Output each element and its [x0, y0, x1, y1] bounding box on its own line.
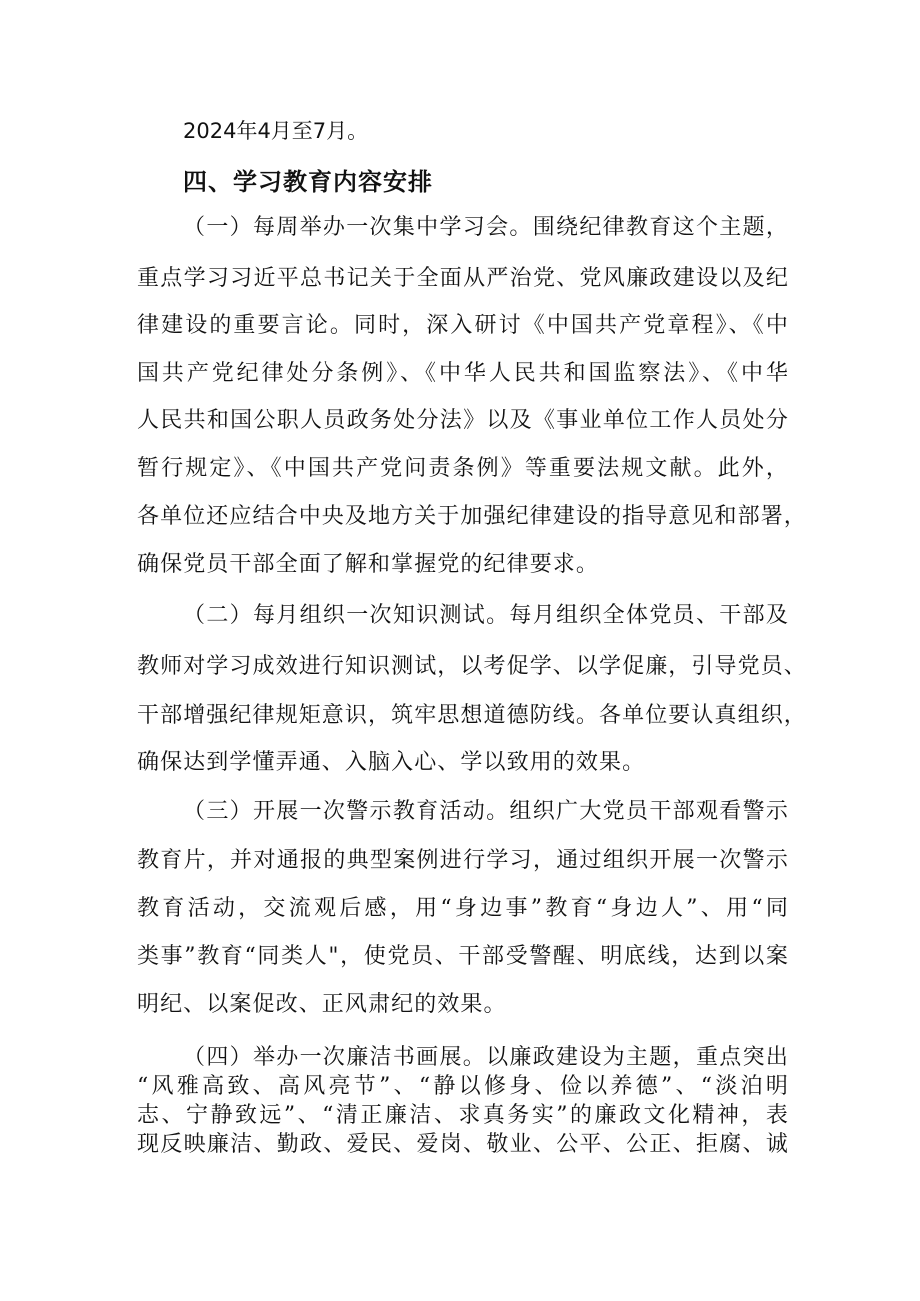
paragraph-1-line-5: 人民共和国公职人员政务处分法》以及《事业单位工作人员处分: [137, 408, 789, 433]
paragraph-2-line-2: 教师对学习成效进行知识测试，以考促学、以学促廉，引导党员、: [137, 654, 807, 679]
paragraph-1-line-3: 律建设的重要言论。同时，深入研讨《中国共产党章程》、《中: [137, 313, 789, 338]
paragraph-1-line-1: （一）每周举办一次集中学习会。围绕纪律教育这个主题，: [183, 215, 789, 240]
paragraph-3-line-1: （三）开展一次警示教育活动。组织广大党员干部观看警示: [183, 799, 789, 824]
paragraph-1-line-6: 暂行规定》、《中国共产党问责条例》等重要法规文献。此外，: [137, 456, 789, 481]
date-line: 2024年4月至7月。: [183, 119, 369, 143]
paragraph-1-line-2: 重点学习习近平总书记关于全面从严治党、党风廉政建设以及纪: [137, 266, 789, 291]
paragraph-3-line-5: 明纪、以案促改、正风肃纪的效果。: [137, 992, 507, 1017]
paragraph-1-line-7: 各单位还应结合中央及地方关于加强纪律建设的指导意见和部署，: [137, 504, 807, 529]
paragraph-1-line-4: 国共产党纪律处分条例》、《中华人民共和国监察法》、《中华: [137, 361, 789, 386]
paragraph-4-line-3: 志、宁静致远”、“清正廉洁、求真务实”的廉政文化精神，表: [137, 1103, 789, 1128]
paragraph-2-line-3: 干部增强纪律规矩意识，筑牢思想道德防线。各单位要认真组织，: [137, 703, 807, 728]
paragraph-3-line-3: 教育活动，交流观后感，用“身边事”教育“身边人”、用“同: [137, 896, 789, 921]
paragraph-4-line-2: “风雅高致、高风亮节”、“静以修身、俭以养德”、“淡泊明: [137, 1074, 789, 1099]
paragraph-3-line-2: 教育片，并对通报的典型案例进行学习，通过组织开展一次警示: [137, 848, 789, 873]
paragraph-2-line-4: 确保达到学懂弄通、入脑入心、学以致用的效果。: [137, 750, 646, 775]
paragraph-4-line-1: （四）举办一次廉洁书画展。以廉政建设为主题，重点突出: [183, 1045, 789, 1070]
paragraph-3-line-4: 类事”教育“同类人"，使党员、干部受警醒、明底线，达到以案: [137, 944, 789, 969]
paragraph-1-line-8: 确保党员干部全面了解和掌握党的纪律要求。: [137, 552, 600, 577]
section-heading: 四、学习教育内容安排: [183, 168, 433, 196]
paragraph-2-line-1: （二）每月组织一次知识测试。每月组织全体党员、干部及: [183, 603, 789, 628]
paragraph-4-line-4: 现反映廉洁、勤政、爱民、爱岗、敬业、公平、公正、拒腐、诚: [137, 1132, 789, 1157]
